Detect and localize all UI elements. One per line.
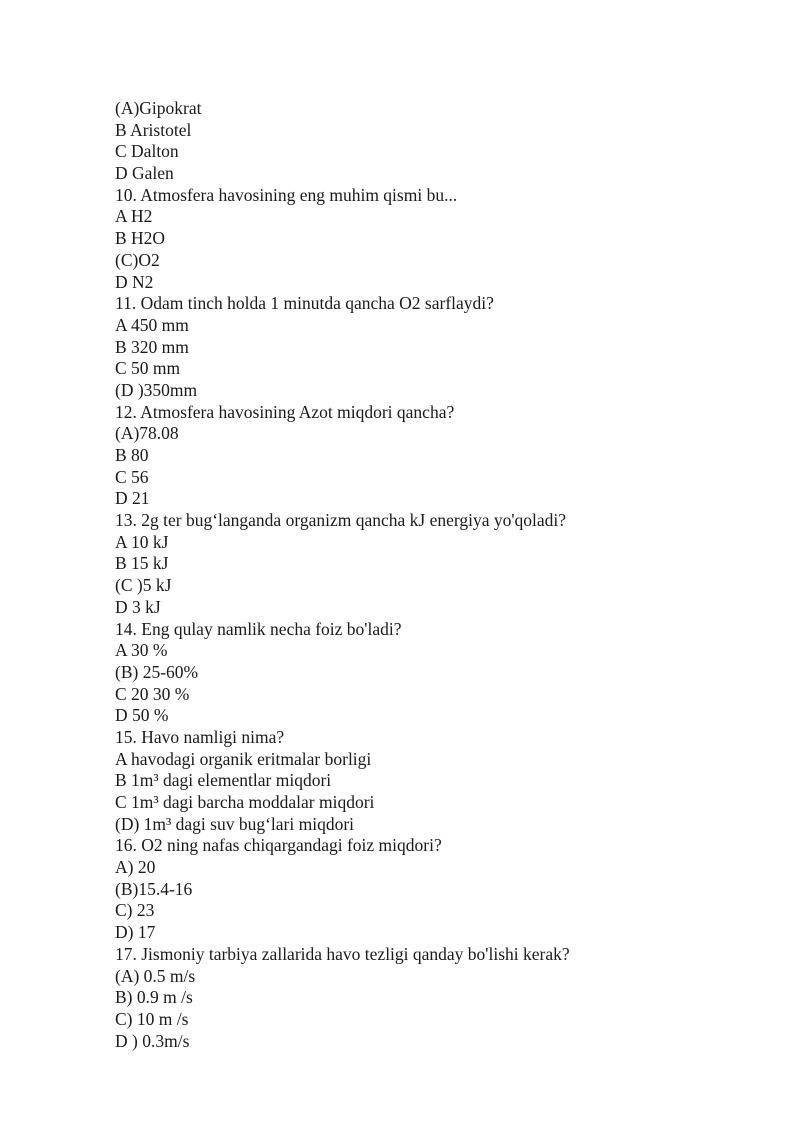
question-17: 17. Jismoniy tarbiya zallarida havo tezligi qanday bo'lishi kerak?	[115, 943, 570, 964]
answer-option: (B)15.4-16	[115, 878, 193, 899]
answer-option: C 50 mm	[115, 358, 181, 379]
answer-option: (A)78.08	[115, 423, 179, 444]
answer-option: A) 20	[115, 857, 156, 878]
answer-option: (B) 25-60%	[115, 661, 199, 682]
question-15: 15. Havo namligi nima?	[115, 726, 285, 747]
question-13: 13. 2g ter bug‘langanda organizm qancha kJ energiya yo'qoladi?	[115, 510, 567, 531]
answer-option: B 15 kJ	[115, 553, 169, 574]
answer-option: B Aristotel	[115, 119, 192, 140]
answer-option: (D )350mm	[115, 379, 198, 400]
quiz-text	[115, 98, 755, 1052]
answer-option: D Galen	[115, 163, 174, 184]
answer-option: C Dalton	[115, 141, 179, 162]
answer-option: (C)O2	[115, 249, 160, 270]
answer-option: C 1m³ dagi barcha moddalar miqdori	[115, 792, 375, 812]
answer-option: D 21	[115, 488, 150, 509]
question-10: 10. Atmosfera havosining eng muhim qismi bu...	[115, 184, 458, 205]
answer-option: B 320 mm	[115, 336, 189, 357]
answer-option: A 10 kJ	[115, 531, 169, 552]
answer-option: (D) 1m³ dagi suv bug‘lari miqdori	[115, 813, 355, 834]
answer-option: B 80	[115, 445, 149, 465]
answer-option: B 1m³ dagi elementlar miqdori	[115, 770, 332, 791]
answer-option: (C )5 kJ	[115, 575, 172, 596]
answer-option: C 56	[115, 466, 149, 487]
answer-option: D) 17	[115, 922, 156, 943]
answer-option: C) 23	[115, 900, 155, 921]
answer-option: B H2O	[115, 228, 166, 249]
question-11: 11. Odam tinch holda 1 minutda qancha O2 sarflaydi?	[115, 293, 494, 314]
answer-option: (A)Gipokrat	[115, 98, 202, 118]
answer-option: D 3 kJ	[115, 596, 161, 617]
question-16: 16. O2 ning nafas chiqargandagi foiz miqdori?	[115, 835, 442, 856]
answer-option: D 50 %	[115, 705, 169, 726]
answer-option: A havodagi organik eritmalar borligi	[115, 748, 372, 769]
answer-option: B) 0.9 m /s	[115, 987, 193, 1008]
answer-option: C 20 30 %	[115, 683, 190, 704]
answer-option: A 30 %	[115, 640, 168, 661]
answer-option: A H2	[115, 206, 153, 227]
question-14: 14. Eng qulay namlik necha foiz bo'ladi?	[115, 618, 402, 639]
answer-option: (A) 0.5 m/s	[115, 965, 196, 986]
answer-option: D ) 0.3m/s	[115, 1030, 190, 1051]
answer-option: D N2	[115, 271, 154, 292]
answer-option: C) 10 m /s	[115, 1008, 189, 1029]
answer-option: A 450 mm	[115, 314, 189, 335]
question-12: 12. Atmosfera havosining Azot miqdori qancha?	[115, 401, 455, 422]
